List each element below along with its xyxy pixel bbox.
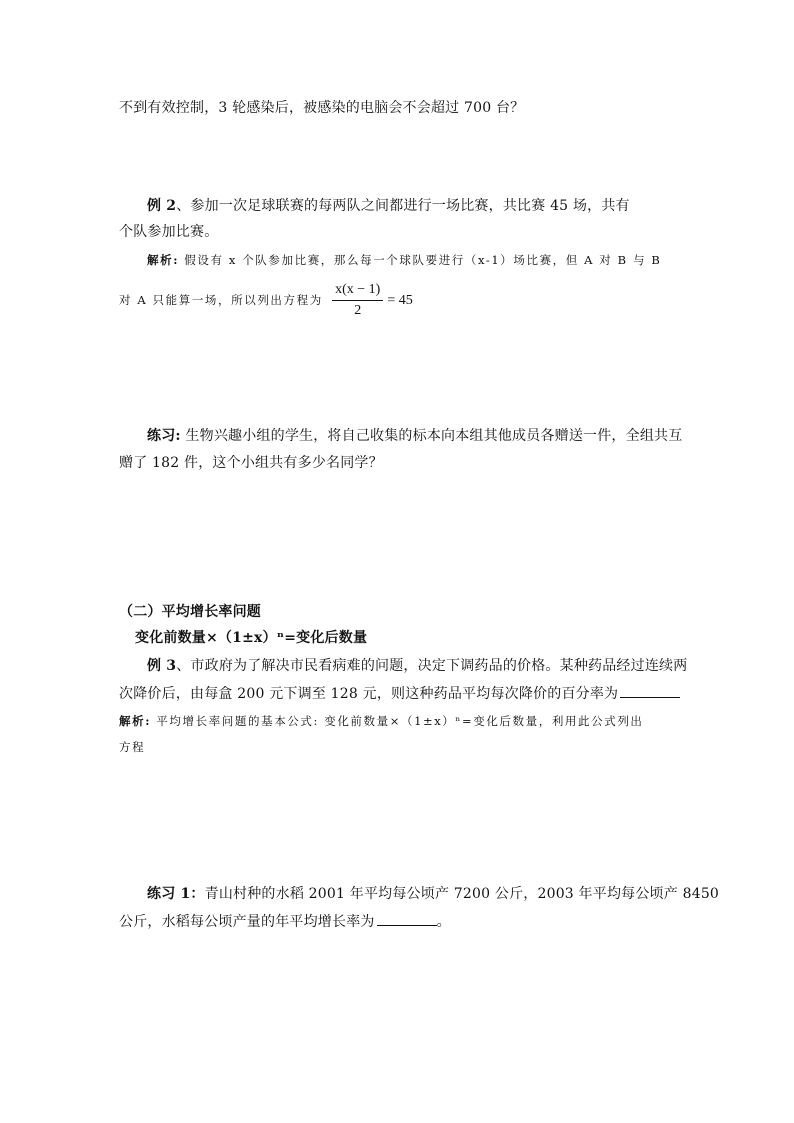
practice1-line2 (119, 453, 383, 473)
fraction-numerator: x(x − 1) (332, 281, 383, 301)
example3-text: 、市政府为了解决市民看病难的问题，决定下调药品的价格。某种药品经过连续两 (176, 658, 688, 674)
example3-analysis-text1: 平均增长率问题的基本公式: 变化前数量×（1±x）ⁿ=变化后数量，利用此公式列出 (151, 714, 644, 728)
example2-analysis-text1: 假设有 x 个队参加比赛，那么每一个球队要进行（x-1）场比赛，但 A 对 B 与 B (179, 253, 662, 267)
example2-text: 、参加一次足球联赛的每两队之间都进行一场比赛，共比赛 45 场，共有 (176, 198, 630, 214)
example2-analysis-label: 解析: (147, 253, 180, 267)
example3-analysis-line2 (119, 737, 145, 757)
practice2-text-end: 。 (436, 914, 451, 930)
example3-text-cont: 次降价后，由每盒 200 元下调至 128 元，则这种药品平均每次降价的百分率为 (119, 686, 619, 702)
example3-line1 (147, 656, 687, 676)
practice1-label: 练习: (147, 428, 181, 444)
equation-formula (332, 281, 413, 321)
example2-analysis-line1 (147, 250, 661, 270)
practice1-text: 生物兴趣小组的学生，将自己收集的标本向本组其他成员各赠送一件，全组共互 (180, 428, 683, 444)
example2-analysis-line2 (119, 280, 413, 321)
fraction (332, 281, 383, 321)
practice1-text-cont: 赠了 182 件，这个小组共有多少名同学？ (119, 455, 383, 471)
section2-heading (119, 602, 261, 622)
equation-rhs: = 45 (387, 293, 413, 308)
example2-analysis-text2: 对 A 只能算一场，所以列出方程为 (119, 293, 323, 307)
practice2-line2 (119, 911, 451, 932)
example2-line1 (147, 196, 630, 216)
section2-heading-text: （二）平均增长率问题 (119, 604, 261, 620)
practice2-line1 (147, 884, 719, 904)
example3-analysis-text2: 方程 (119, 740, 146, 754)
example2-label: 例 2 (147, 198, 177, 214)
example3-analysis-label: 解析: (119, 714, 152, 728)
section2-formula-text: 变化前数量×（1±x）ⁿ=变化后数量 (135, 630, 368, 646)
example3-line2 (119, 683, 680, 704)
practice2-text-cont: 公斤，水稻每公顷产量的年平均增长率为 (119, 914, 375, 930)
example2-line2 (119, 222, 218, 242)
example3-label: 例 3 (147, 658, 177, 674)
practice2-label: 练习 1： (147, 886, 205, 902)
intro-line (119, 98, 524, 118)
fraction-denominator: 2 (354, 303, 362, 318)
example3-analysis-line1 (119, 711, 644, 731)
practice1-line1 (147, 426, 682, 446)
intro-text: 不到有效控制，3 轮感染后，被感染的电脑会不会超过 700 台？ (119, 100, 525, 116)
section2-formula (135, 628, 367, 648)
answer-blank (620, 683, 680, 698)
answer-blank (377, 911, 437, 926)
practice2-text: 青山村种的水稻 2001 年平均每公顷产 7200 公斤，2003 年平均每公顷产 8450 (204, 886, 720, 902)
example2-text-cont: 个队参加比赛。 (119, 224, 219, 240)
